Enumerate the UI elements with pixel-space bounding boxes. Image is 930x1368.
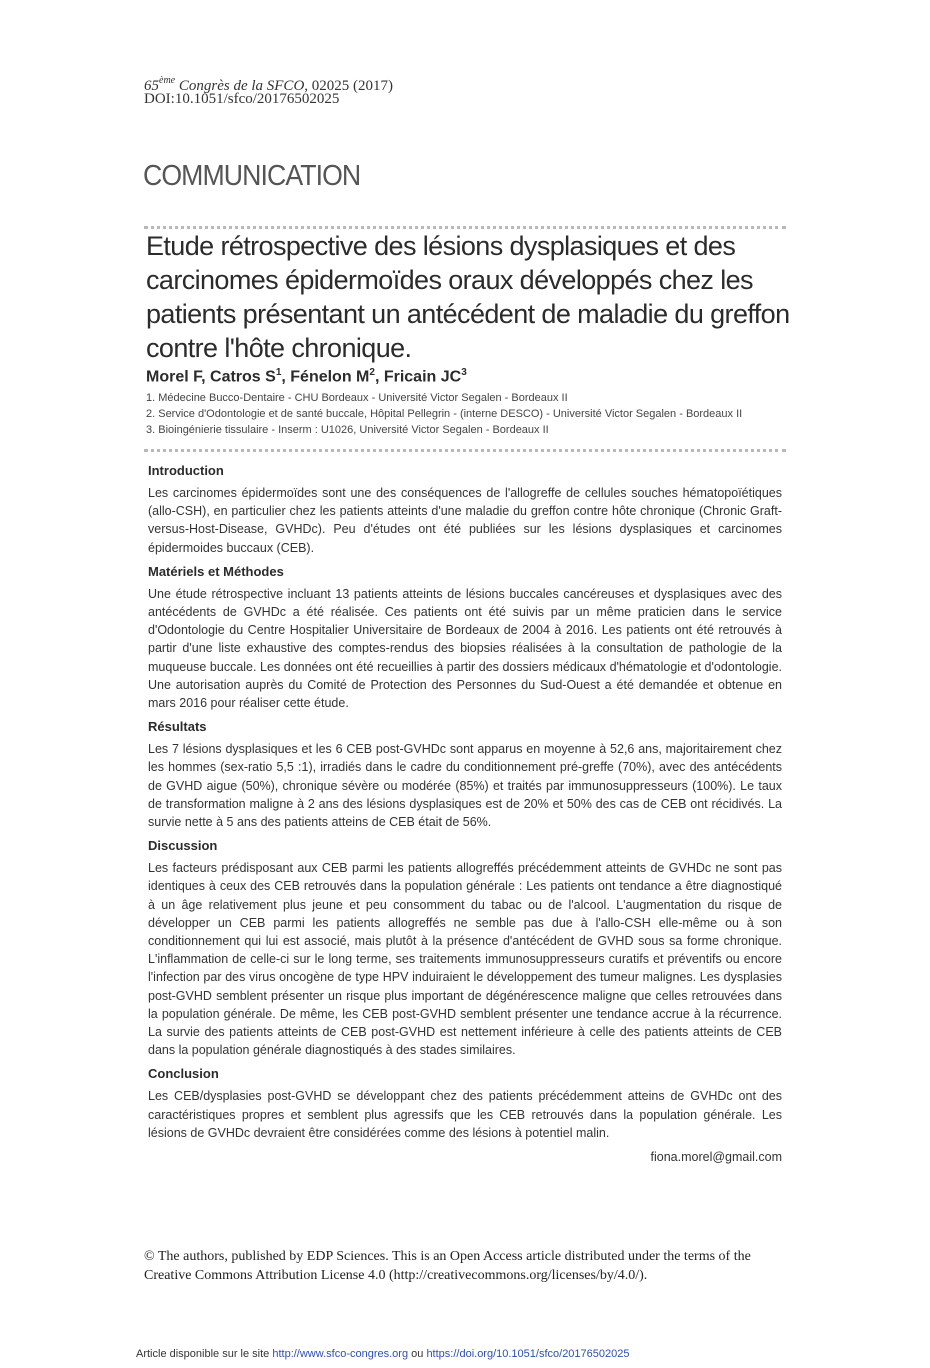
dotted-divider-bottom: [144, 449, 786, 452]
author: Catros S: [210, 368, 276, 386]
author: Fricain JC: [383, 368, 462, 386]
section-text-conclusion: Les CEB/dysplasies post-GVHD se développant chez des patients précédemment atteins de GVHDc ont des caractéristiques propres et semblent plus agressifs que les CEB retrouvés dans la population générale. Les lésions de GVHDc devraient être considérées comme des lésions à potentiel malin.: [148, 1089, 782, 1140]
footer-prefix: Article disponible sur le site: [136, 1348, 273, 1360]
author: Morel F: [146, 368, 202, 386]
affiliation: 1. Médecine Bucco-Dentaire - CHU Bordeaux - Université Victor Segalen - Bordeaux II: [146, 392, 568, 404]
footer: [136, 1348, 630, 1360]
article-body: [148, 462, 782, 1166]
citation: , 02025 (2017): [304, 78, 394, 94]
section-heading-introduction: Introduction: [148, 463, 224, 478]
edition-number: 65: [144, 78, 159, 94]
section-heading-results: Résultats: [148, 719, 207, 735]
section-type-label: COMMUNICATION: [143, 160, 361, 192]
doi-link[interactable]: https://doi.org/10.1051/sfco/20176502025: [426, 1348, 630, 1360]
article-title: Etude rétrospective des lésions dysplasiques et des carcinomes épidermoïdes oraux développés chez les patients présentant un antécédent de maladie du greffon contre l'hôte chronique.: [146, 231, 790, 363]
section-heading-discussion: Discussion: [148, 838, 218, 854]
contact-email[interactable]: fiona.morel@gmail.com: [650, 1150, 782, 1165]
affiliation-list: [146, 390, 742, 438]
section-heading-methods: Matériels et Méthodes: [148, 563, 284, 579]
author-list: Morel F, Catros $S^1$, Fénelon $M^2$, Fricain $JC^3$: [146, 367, 467, 386]
section-heading-conclusion: Conclusion: [148, 1066, 219, 1082]
affiliation: 3. Bioingénierie tissulaire - Inserm : U1026, Université Victor Segalen - Bordeaux II: [146, 424, 549, 436]
footer-middle: ou: [408, 1348, 427, 1360]
affiliation: 2. Service d'Odontologie et de santé buccale, Hôpital Pellegrin - (interne DESCO) - Université Victor Segalen - Bordeaux II: [146, 408, 743, 420]
author-affiliation-number: 1: [275, 367, 282, 378]
author: Fénelon M: [290, 368, 370, 386]
edition-superscript: ème: [159, 75, 176, 86]
doi: DOI:10.1051/sfco/20176502025: [144, 91, 340, 107]
section-text-results: Les 7 lésions dysplasiques et les 6 CEB post-GVHDc sont apparus en moyenne à 52,6 ans, majoritairement chez les hommes (sex-ratio 5,5 :1), irradiés dans le cadre du conditionnement pré-greffe (70%), avec des antécédents de GVHD aigue (50%), chronique sévère ou modérée (85%) et traités par immunosuppresseurs (100%). Le taux de transformation maligne à 2 ans des lésions dysplasiques est de 20% et 50% des cas de CEB ont récidivés. La survie nette à 5 ans des patients atteins de CEB était de 56%.: [148, 742, 782, 830]
author-affiliation-number: 3: [461, 367, 467, 378]
section-text-methods: Une étude rétrospective incluant 13 patients atteints de lésions buccales cancéreuses et dysplasiques avec des antécédents de GVHDc a été réalisée. Ces patients ont été suivis par un même praticien dans le service d'Odontologie du Centre Hospitalier Universitaire de Bordeaux de 2004 à 2016. Les patients ont été retrouvés à partir d'une liste exhaustive des comptes-rendus des biopsies réalisées à la consultation de pathologie de la muqueuse buccale. Les données ont été recueillies à partir des dossiers médicaux d'hématologie et d'odontologie. Une autorisation auprès du Comité de Protection des Personnes du Sud-Ouest a été demandée et obtenue en mars 2016 pour réaliser cette étude.: [148, 586, 782, 711]
section-text-discussion: Les facteurs prédisposant aux CEB parmi les patients allogreffés précédemment atteints de GVHDc ne sont pas identiques à ceux des CEB retrouvés dans la population générale : Les patients ont tendance a être diagnostiqué à un âge relativement plus jeune et peu consomment du tabac ou de l'alcool. L'augmentation du risque de développer un CEB parmi les patients allogreffés ne semble pas due à l'allo-CSH elle-même ou à son conditionnement qui lui est associé, mais plutôt à la présence d'antécédent de GVHD sous sa forme chronique. L'inflammation de celle-ci sur le long terme, ses traitements immunosuppresseurs curatifs et préventifs ou encore l'infection par des virus oncogène de type HPV induiraient le développement des tumeur malignes. Les dysplasies post-GVHD semblent présenter un risque plus important de dégénérescence maligne que celles retrouvées dans la population générale. De même, les CEB post-GVHD semblent présenter une tendance accrue à la récurrence. La survie des patients atteints de CEB post-GVHD est nettement inférieure à celle des patients atteints de CEB dans la population générale diagnostiqués à des stades similaires.: [148, 861, 782, 1058]
site-link[interactable]: http://www.sfco-congres.org: [272, 1348, 409, 1360]
journal-name: Congrès de la SFCO: [178, 78, 305, 94]
section-text-introduction: Les carcinomes épidermoïdes sont une des conséquences de l'allogreffe de cellules souches hématopoïétiques (allo-CSH), en particulier chez les patients atteints d'une maladie du greffon contre hôte chronique (Chronic Graft-versus-Host-Disease, GVHDc). Peu d'études ont été publiées sur les lésions dysplasiques et carcinomes épidermoides buccaux (CEB).: [148, 486, 782, 555]
license-statement: © The authors, published by EDP Sciences. This is an Open Access article distributed under the terms of the Creative Commons Attribution License 4.0 (http://creativecommons.org/licenses/by/4.0/).: [144, 1249, 751, 1283]
author-affiliation-number: 2: [369, 367, 375, 378]
